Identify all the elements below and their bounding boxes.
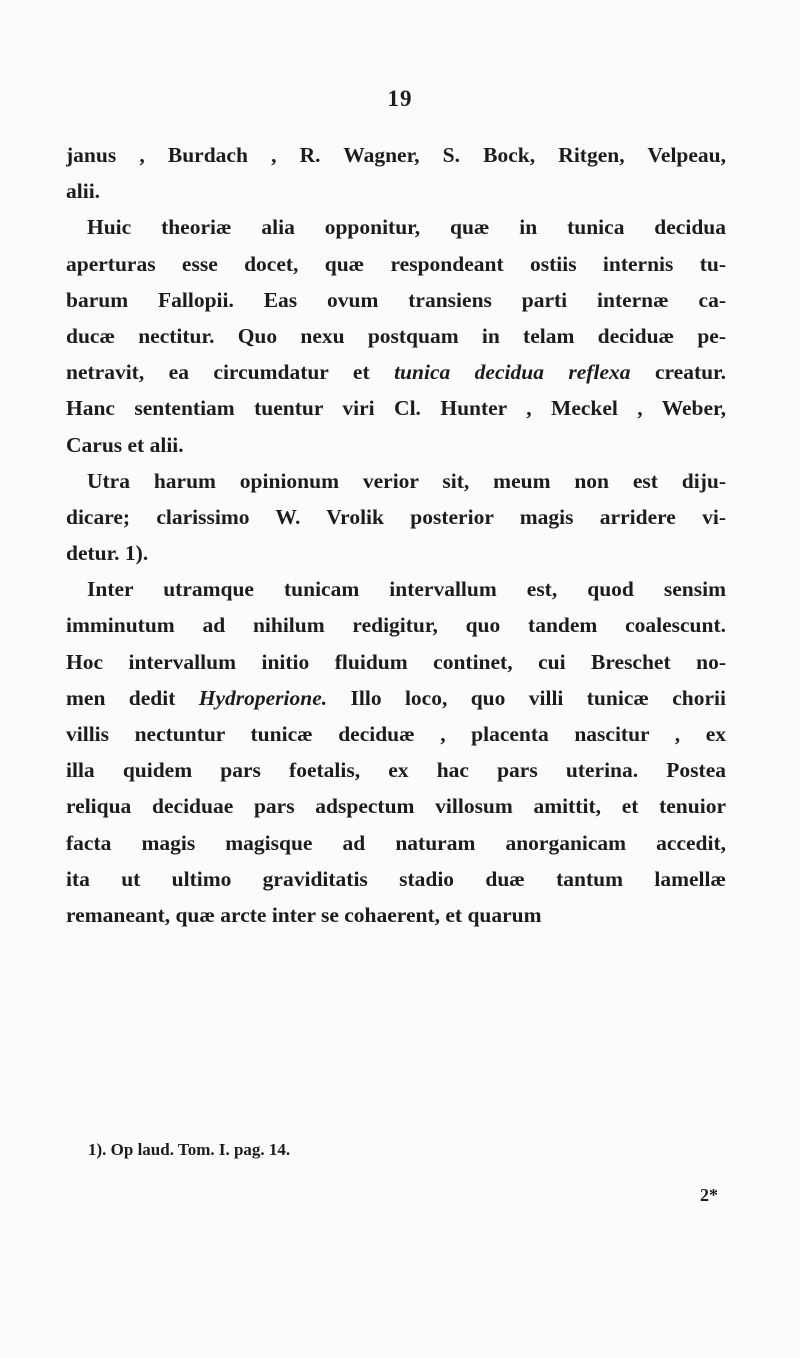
text-line: imminutum ad nihilum redigitur, quo tandem coalescunt. [66,613,726,638]
italic-term: Hydroperione. [198,685,328,710]
text-line: alii. [66,179,101,204]
page-number: 19 [387,86,413,111]
text-line: Inter utramque tunicam intervallum est, quod sensim [87,577,726,602]
text-segment: creatur. [630,360,726,385]
text-line: Huic theoriæ alia opponitur, quæ in tunica decidua [87,215,726,240]
text-line: detur. 1). [66,541,149,566]
text-segment: Illo loco, quo villi tunicæ chorii [327,685,726,710]
text-line: aperturas esse docet, quæ respondeant ostiis internis tu- [66,251,726,276]
text-line: remaneant, quæ arcte inter se cohaerent, et quarum [66,902,542,927]
text-line: barum Fallopii. Eas ovum transiens parti internæ ca- [66,287,726,312]
text-segment: netravit, ea circumdatur et [66,360,395,385]
text-line: illa quidem pars foetalis, ex hac pars uterina. Postea [66,758,726,783]
text-line: janus , Burdach , R. Wagner, S. Bock, Ritgen, Velpeau, [66,143,726,167]
text-line [66,354,726,390]
footnote: 1). Op laud. Tom. I. pag. 14. [88,1140,291,1159]
signature-mark: 2* [700,1185,718,1205]
text-line: dicare; clarissimo W. Vrolik posterior magis arridere vi- [66,504,726,529]
text-line: Hanc sententiam tuentur viri Cl. Hunter , Meckel , Weber, [66,396,726,421]
text-line: villis nectuntur tunicæ deciduæ , placenta nascitur , ex [66,722,726,746]
text-segment: men dedit [66,685,199,710]
text-line: ita ut ultimo graviditatis stadio duæ tantum lamellæ [66,866,726,891]
text-line [66,680,726,716]
text-line: Hoc intervallum initio fluidum continet, cui Breschet no- [66,649,726,674]
text-line: reliqua deciduae pars adspectum villosum amittit, et tenuior [66,794,726,819]
text-line: Utra harum opinionum verior sit, meum non est diju- [87,468,726,493]
text-line: ducæ nectitur. Quo nexu postquam in telam deciduæ pe- [66,323,726,348]
text-line: facta magis magisque ad naturam anorganicam accedit, [66,830,726,855]
text-line: Carus et alii. [66,432,184,457]
italic-term: tunica decidua reflexa [394,360,631,385]
main-text-body [66,137,726,933]
